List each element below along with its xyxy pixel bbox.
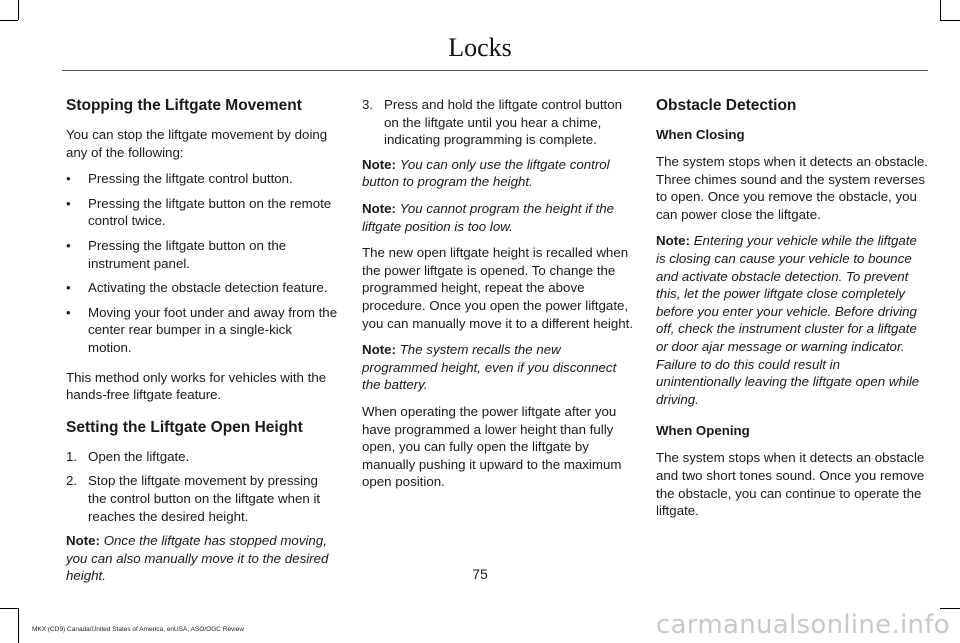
crop-mark — [940, 608, 960, 609]
list-item: 1. Open the liftgate. — [66, 448, 190, 464]
numbered-list — [362, 96, 634, 149]
footer-text: MKX (CD9) Canada/United States of America, enUSA, ASO/OGC Review — [32, 626, 245, 633]
header-divider — [62, 70, 928, 71]
list-item: • Moving your foot under and away from the center rear bumper in a single-kick motion. — [66, 304, 338, 355]
list-item: • Activating the obstacle detection feature. — [66, 280, 328, 296]
note: Note: Once the liftgate has stopped moving, you can also manually move it to the desired height. — [66, 533, 329, 584]
note: Note: The system recalls the new programmed height, even if you disconnect the battery. — [362, 342, 617, 393]
list-item: 3. Press and hold the liftgate control button on the liftgate until you hear a chime, indicating programming is complete. — [362, 97, 623, 148]
paragraph: The new open liftgate height is recalled when the power liftgate is opened. To change the programmed height, repeat the above procedure. Once you open the power liftgate, you can manually move it to a different height. — [362, 245, 634, 331]
section-heading: Stopping the Liftgate Movement — [66, 97, 302, 114]
page-title: Locks — [448, 33, 512, 62]
note: Note: You cannot program the height if the liftgate position is too low. — [362, 200, 615, 234]
list-item: • Pressing the liftgate button on the remote control twice. — [66, 195, 332, 229]
section-heading: Setting the Liftgate Open Height — [66, 418, 303, 436]
subheading: When Opening — [656, 423, 750, 439]
section-heading: Obstacle Detection — [656, 97, 797, 114]
subheading: When Closing — [656, 127, 745, 142]
crop-mark — [940, 20, 960, 21]
column-middle — [362, 96, 634, 500]
note: Note: Entering your vehicle while the liftgate is closing can cause your vehicle to bounce and activate obstacle detection. To prevent this, let the power liftgate close completely before you enter your vehicle. Before driving off, check the instrument cluster for a liftgate or door ajar message or warning indicator. Failure to do this could result in unintentionally leaving the liftgate open while driving. — [656, 233, 920, 407]
watermark: carmanualsonline.info — [655, 610, 950, 640]
crop-mark — [18, 0, 19, 20]
list-item: 2. Stop the liftgate movement by pressing the control button on the liftgate when it reaches the desired height. — [66, 473, 321, 524]
crop-mark — [18, 608, 19, 643]
bullet-list — [66, 170, 338, 356]
paragraph: You can stop the liftgate movement by doing any of the following: — [66, 127, 328, 160]
paragraph: The system stops when it detects an obstacle and two short tones sound. Once you remove the obstacle, you can continue to operate the liftgate. — [656, 450, 925, 519]
bullet: • — [66, 304, 71, 320]
list-item: • Pressing the liftgate control button. — [66, 171, 293, 187]
list-item: • Pressing the liftgate button on the instrument panel. — [66, 237, 287, 271]
bullet: • — [66, 195, 71, 211]
paragraph: When operating the power liftgate after you have programmed a lower height than fully open, you can fully open the liftgate by manually pushing it upward to the maximum open position. — [362, 403, 622, 490]
column-left — [66, 96, 338, 594]
note: Note: You can only use the liftgate control button to program the height. — [362, 156, 610, 190]
paragraph: This method only works for vehicles with the hands-free liftgate feature. — [66, 369, 327, 403]
page-number: 75 — [472, 566, 488, 582]
crop-mark — [940, 0, 941, 20]
column-right — [656, 96, 928, 529]
bullet: • — [66, 280, 71, 296]
bullet: • — [66, 171, 71, 187]
numbered-list — [66, 448, 338, 525]
crop-mark — [0, 608, 18, 609]
bullet: • — [66, 237, 71, 253]
crop-mark — [0, 20, 18, 21]
paragraph: The system stops when it detects an obstacle. Three chimes sound and the system reverses to open. Once you remove the obstacle, you can power close the liftgate. — [656, 154, 928, 222]
